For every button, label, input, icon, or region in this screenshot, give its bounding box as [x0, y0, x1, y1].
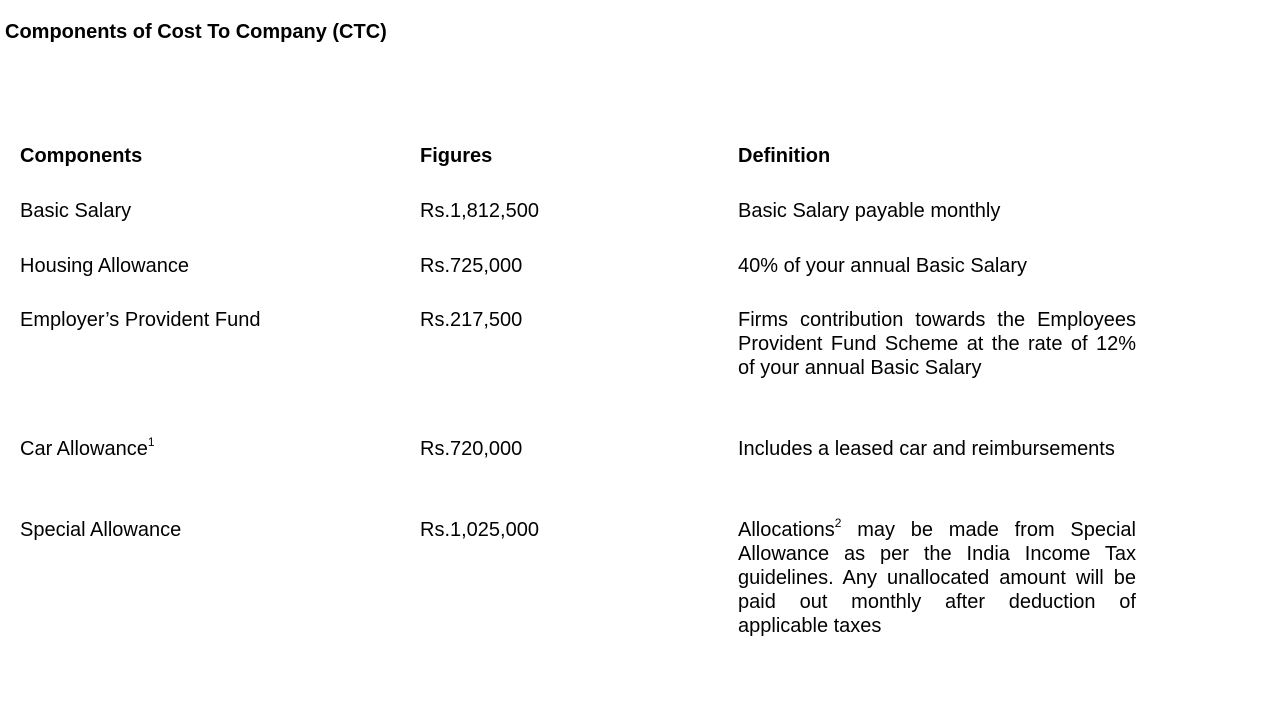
- footnote-marker: 2: [834, 516, 842, 531]
- component-cell: Employer’s Provident Fund: [20, 309, 261, 331]
- definition-cell: 40% of your annual Basic Salary: [738, 255, 1028, 277]
- definition-prefix: Allocations: [738, 519, 835, 541]
- footnote-marker: 1: [147, 435, 155, 450]
- component-text: Car Allowance: [20, 438, 148, 460]
- figure-cell: Rs.217,500: [420, 309, 523, 331]
- component-cell: [20, 437, 155, 461]
- header-components: Components: [20, 145, 143, 167]
- definition-text: may be made from Special Allowance as per the India Income Tax guidelines. Any unallocated amount will be paid out monthly after deduction of applicable taxes: [738, 519, 1136, 637]
- definition-cell: Includes a leased car and reimbursements: [738, 438, 1115, 460]
- component-cell: Housing Allowance: [20, 255, 189, 277]
- figure-cell: Rs.720,000: [420, 438, 523, 460]
- figure-cell: Rs.1,025,000: [420, 519, 539, 541]
- component-cell: Basic Salary: [20, 200, 132, 222]
- figure-cell: Rs.725,000: [420, 255, 523, 277]
- header-figures: Figures: [420, 145, 493, 167]
- header-definition: Definition: [738, 145, 831, 167]
- figure-cell: Rs.1,812,500: [420, 200, 539, 222]
- definition-cell: Firms contribution towards the Employees Provident Fund Scheme at the rate of 12% of your annual Basic Salary: [738, 309, 1136, 379]
- definition-cell: [738, 518, 1136, 638]
- component-cell: Special Allowance: [20, 519, 182, 541]
- definition-cell: Basic Salary payable monthly: [738, 200, 1001, 222]
- document-title: Components of Cost To Company (CTC): [5, 21, 387, 43]
